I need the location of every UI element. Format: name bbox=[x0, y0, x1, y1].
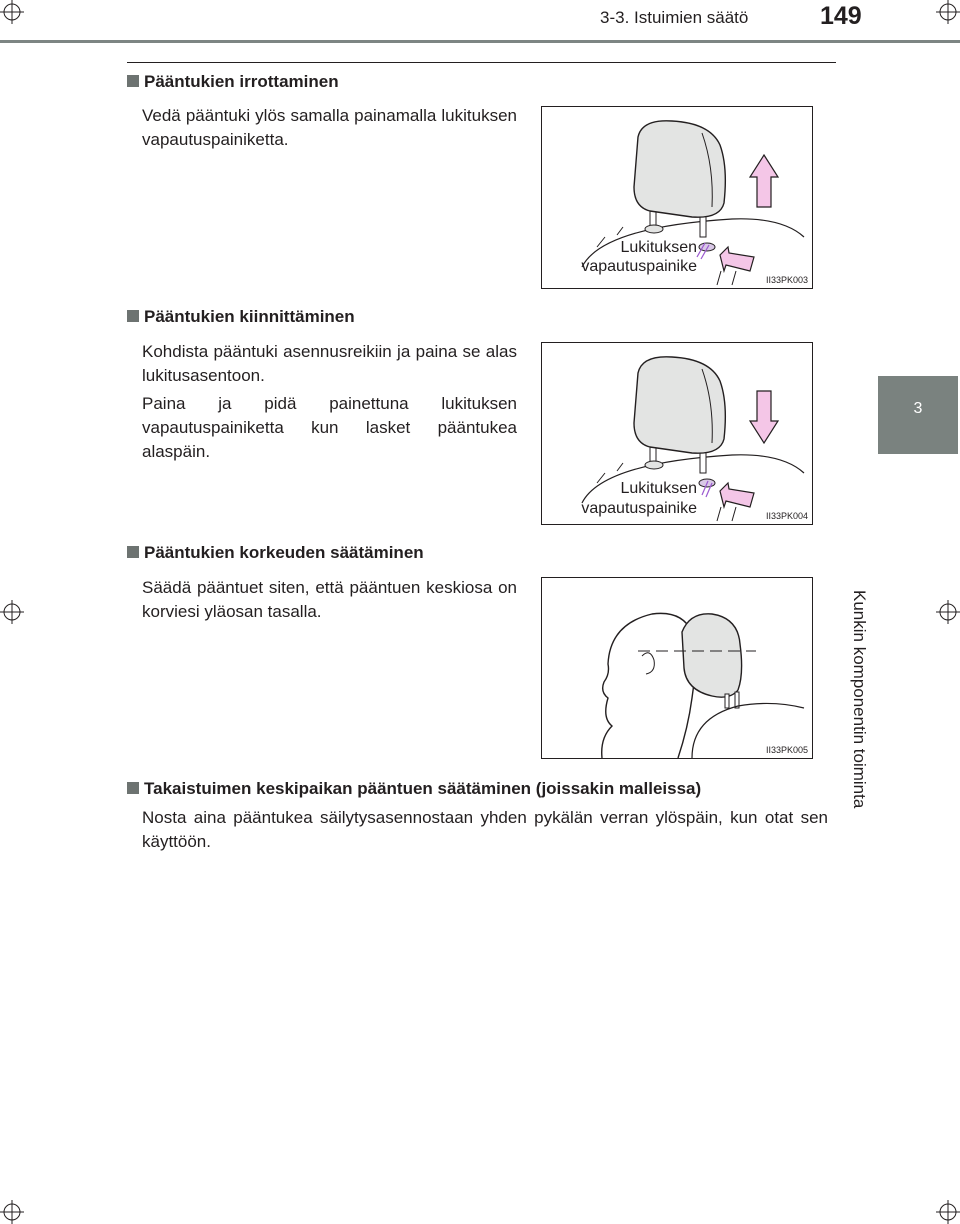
figure-code: II33PK004 bbox=[765, 511, 808, 521]
figure-code: II33PK003 bbox=[765, 275, 808, 285]
section-heading-height-adjust: Pääntukien korkeuden säätäminen bbox=[127, 543, 424, 563]
chapter-title: Kunkin komponentin toiminta bbox=[850, 590, 869, 809]
figure-label: Lukituksen bbox=[620, 480, 697, 497]
paragraph: Nosta aina pääntukea säilytysasennostaan yhden pykälän verran ylöspäin, kun otat sen käyttöön. bbox=[142, 808, 828, 851]
figure-label: vapautuspainike bbox=[581, 500, 697, 517]
paragraph: Kohdista pääntuki asennusreikiin ja paina se alas lukitusasentoon. bbox=[142, 342, 517, 385]
figure-label: Lukituksen bbox=[620, 239, 697, 256]
paragraph: Vedä pääntuki ylös samalla painamalla lukituksen vapautuspainiketta. bbox=[142, 106, 517, 149]
header-section-title: 3-3. Istuimien säätö bbox=[600, 8, 749, 27]
figure-code: II33PK005 bbox=[765, 745, 808, 755]
page-number: 149 bbox=[820, 2, 862, 30]
paragraph: Paina ja pidä painettuna lukituksen vapautuspainiketta kun lasket pääntukea alaspäin. bbox=[142, 394, 517, 461]
section-heading-removal: Pääntukien irrottaminen bbox=[127, 72, 339, 92]
section-heading-rear-center: Takaistuimen keskipaikan pääntuen säätäminen (joissakin malleissa) bbox=[127, 779, 701, 799]
section-heading-installation: Pääntukien kiinnittäminen bbox=[127, 307, 355, 327]
chapter-number: 3 bbox=[913, 400, 923, 417]
figure-label: vapautuspainike bbox=[581, 258, 697, 275]
paragraph: Säädä pääntuet siten, että pääntuen keskiosa on korviesi yläosan tasalla. bbox=[142, 578, 517, 621]
